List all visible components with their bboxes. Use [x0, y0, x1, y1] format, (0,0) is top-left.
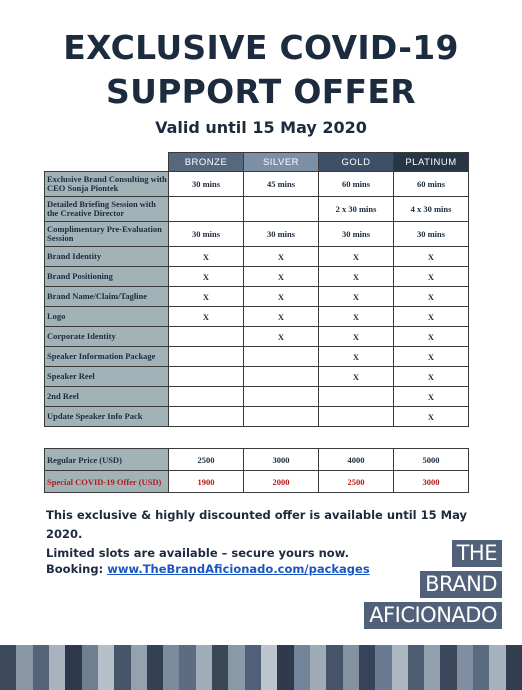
cell-platinum: 60 mins — [394, 172, 469, 197]
column-header-platinum: PLATINUM — [394, 153, 469, 172]
cell-gold: X — [319, 367, 394, 387]
logo-line-brand: BRAND — [420, 571, 502, 598]
table-row — [45, 347, 469, 367]
cell-platinum: X — [394, 387, 469, 407]
special-price-platinum: 3000 — [394, 471, 469, 493]
cell-platinum: 30 mins — [394, 222, 469, 247]
cell-silver — [244, 347, 319, 367]
footer-stripe — [326, 645, 342, 690]
table-body — [45, 172, 469, 427]
cell-gold: X — [319, 327, 394, 347]
footer-stripe — [82, 645, 98, 690]
regular-price-platinum: 5000 — [394, 449, 469, 471]
footer-stripe — [457, 645, 473, 690]
pricing-table — [44, 448, 469, 493]
cell-gold: X — [319, 307, 394, 327]
cell-silver: 30 mins — [244, 222, 319, 247]
footer-stripe — [179, 645, 195, 690]
cell-gold — [319, 387, 394, 407]
row-label: Brand Positioning — [45, 267, 169, 287]
row-label: Exclusive Brand Consulting with CEO Sonja Piontek — [45, 172, 169, 197]
footer-stripe — [392, 645, 408, 690]
footer-stripe — [359, 645, 375, 690]
footer-stripe — [440, 645, 456, 690]
footer-stripe — [408, 645, 424, 690]
header-blank-cell — [45, 153, 169, 172]
footer-stripe-band — [0, 645, 522, 690]
cell-gold: 60 mins — [319, 172, 394, 197]
cell-bronze — [169, 407, 244, 427]
table-row — [45, 197, 469, 222]
footer-stripe — [212, 645, 228, 690]
cell-platinum: X — [394, 267, 469, 287]
logo-line-aficionado: AFICIONADO — [364, 602, 502, 629]
row-label: Brand Identity — [45, 247, 169, 267]
cell-gold: X — [319, 287, 394, 307]
footer-stripe — [261, 645, 277, 690]
table-row — [45, 367, 469, 387]
cell-platinum: X — [394, 327, 469, 347]
cell-silver: 45 mins — [244, 172, 319, 197]
table-row — [45, 267, 469, 287]
table-row — [45, 387, 469, 407]
regular-price-label: Regular Price (USD) — [45, 449, 169, 471]
cell-bronze: X — [169, 287, 244, 307]
cell-silver: X — [244, 247, 319, 267]
cell-gold: X — [319, 347, 394, 367]
validity-subtitle: Valid until 15 May 2020 — [155, 118, 367, 137]
footer-stripe — [98, 645, 114, 690]
table-row — [45, 407, 469, 427]
footer-stripe — [310, 645, 326, 690]
footer-stripe — [147, 645, 163, 690]
offer-line-2: Limited slots are available – secure yours now. — [46, 546, 349, 560]
package-comparison-table — [44, 152, 469, 427]
special-offer-row — [45, 471, 469, 493]
footer-stripe — [277, 645, 293, 690]
title-line-1: EXCLUSIVE COVID-19 — [63, 28, 459, 67]
regular-price-gold: 4000 — [319, 449, 394, 471]
cell-silver — [244, 407, 319, 427]
footer-stripe — [506, 645, 522, 690]
table-row — [45, 307, 469, 327]
footer-stripe — [16, 645, 32, 690]
regular-price-row — [45, 449, 469, 471]
row-label: Detailed Briefing Session with the Creative Director — [45, 197, 169, 222]
cell-bronze: 30 mins — [169, 172, 244, 197]
special-offer-label: Special COVID-19 Offer (USD) — [45, 471, 169, 493]
row-label: Update Speaker Info Pack — [45, 407, 169, 427]
footer-stripe — [343, 645, 359, 690]
cell-bronze: X — [169, 247, 244, 267]
offer-line-1: This exclusive & highly discounted offer is available until 15 May 2020. — [46, 508, 467, 541]
cell-silver — [244, 387, 319, 407]
cell-silver: X — [244, 307, 319, 327]
footer-stripe — [245, 645, 261, 690]
cell-gold: 2 x 30 mins — [319, 197, 394, 222]
footer-stripe — [424, 645, 440, 690]
cell-gold: 30 mins — [319, 222, 394, 247]
cell-bronze — [169, 197, 244, 222]
brand-logo — [368, 540, 502, 630]
footer-stripe — [131, 645, 147, 690]
footer-stripe — [163, 645, 179, 690]
cell-bronze — [169, 347, 244, 367]
row-label: 2nd Reel — [45, 387, 169, 407]
cell-platinum: X — [394, 367, 469, 387]
regular-price-bronze: 2500 — [169, 449, 244, 471]
cell-platinum: X — [394, 307, 469, 327]
footer-stripe — [196, 645, 212, 690]
special-price-silver: 2000 — [244, 471, 319, 493]
cell-platinum: X — [394, 347, 469, 367]
row-label: Brand Name/Claim/Tagline — [45, 287, 169, 307]
cell-platinum: X — [394, 287, 469, 307]
cell-gold: X — [319, 247, 394, 267]
cell-bronze: X — [169, 267, 244, 287]
cell-bronze — [169, 367, 244, 387]
column-header-silver: SILVER — [244, 153, 319, 172]
table-row — [45, 287, 469, 307]
row-label: Speaker Reel — [45, 367, 169, 387]
footer-stripe — [65, 645, 81, 690]
footer-stripe — [49, 645, 65, 690]
cell-gold — [319, 407, 394, 427]
cell-silver — [244, 367, 319, 387]
footer-stripe — [228, 645, 244, 690]
cell-bronze: X — [169, 307, 244, 327]
special-price-gold: 2500 — [319, 471, 394, 493]
row-label: Corporate Identity — [45, 327, 169, 347]
cell-gold: X — [319, 267, 394, 287]
booking-line — [46, 562, 370, 576]
title-line-2: SUPPORT OFFER — [106, 72, 416, 111]
cell-bronze: 30 mins — [169, 222, 244, 247]
cell-silver: X — [244, 267, 319, 287]
logo-line-the: THE — [452, 540, 502, 567]
special-price-bronze: 1900 — [169, 471, 244, 493]
footer-stripe — [473, 645, 489, 690]
footer-stripe — [375, 645, 391, 690]
row-label: Complimentary Pre-Evaluation Session — [45, 222, 169, 247]
footer-stripe — [114, 645, 130, 690]
footer-stripe — [33, 645, 49, 690]
table-row — [45, 172, 469, 197]
column-header-bronze: BRONZE — [169, 153, 244, 172]
footer-stripe — [0, 645, 16, 690]
cell-bronze — [169, 387, 244, 407]
table-row — [45, 222, 469, 247]
table-row — [45, 327, 469, 347]
footer-stripe — [489, 645, 505, 690]
cell-silver: X — [244, 287, 319, 307]
booking-label: Booking: — [46, 562, 104, 576]
regular-price-silver: 3000 — [244, 449, 319, 471]
cell-platinum: 4 x 30 mins — [394, 197, 469, 222]
cell-bronze — [169, 327, 244, 347]
table-header-row — [45, 153, 469, 172]
cell-silver — [244, 197, 319, 222]
booking-link[interactable]: www.TheBrandAficionado.com/packages — [107, 562, 370, 576]
table-row — [45, 247, 469, 267]
cell-platinum: X — [394, 247, 469, 267]
page-title — [0, 26, 522, 114]
cell-silver: X — [244, 327, 319, 347]
row-label: Speaker Information Package — [45, 347, 169, 367]
row-label: Logo — [45, 307, 169, 327]
column-header-gold: GOLD — [319, 153, 394, 172]
cell-platinum: X — [394, 407, 469, 427]
footer-stripe — [294, 645, 310, 690]
